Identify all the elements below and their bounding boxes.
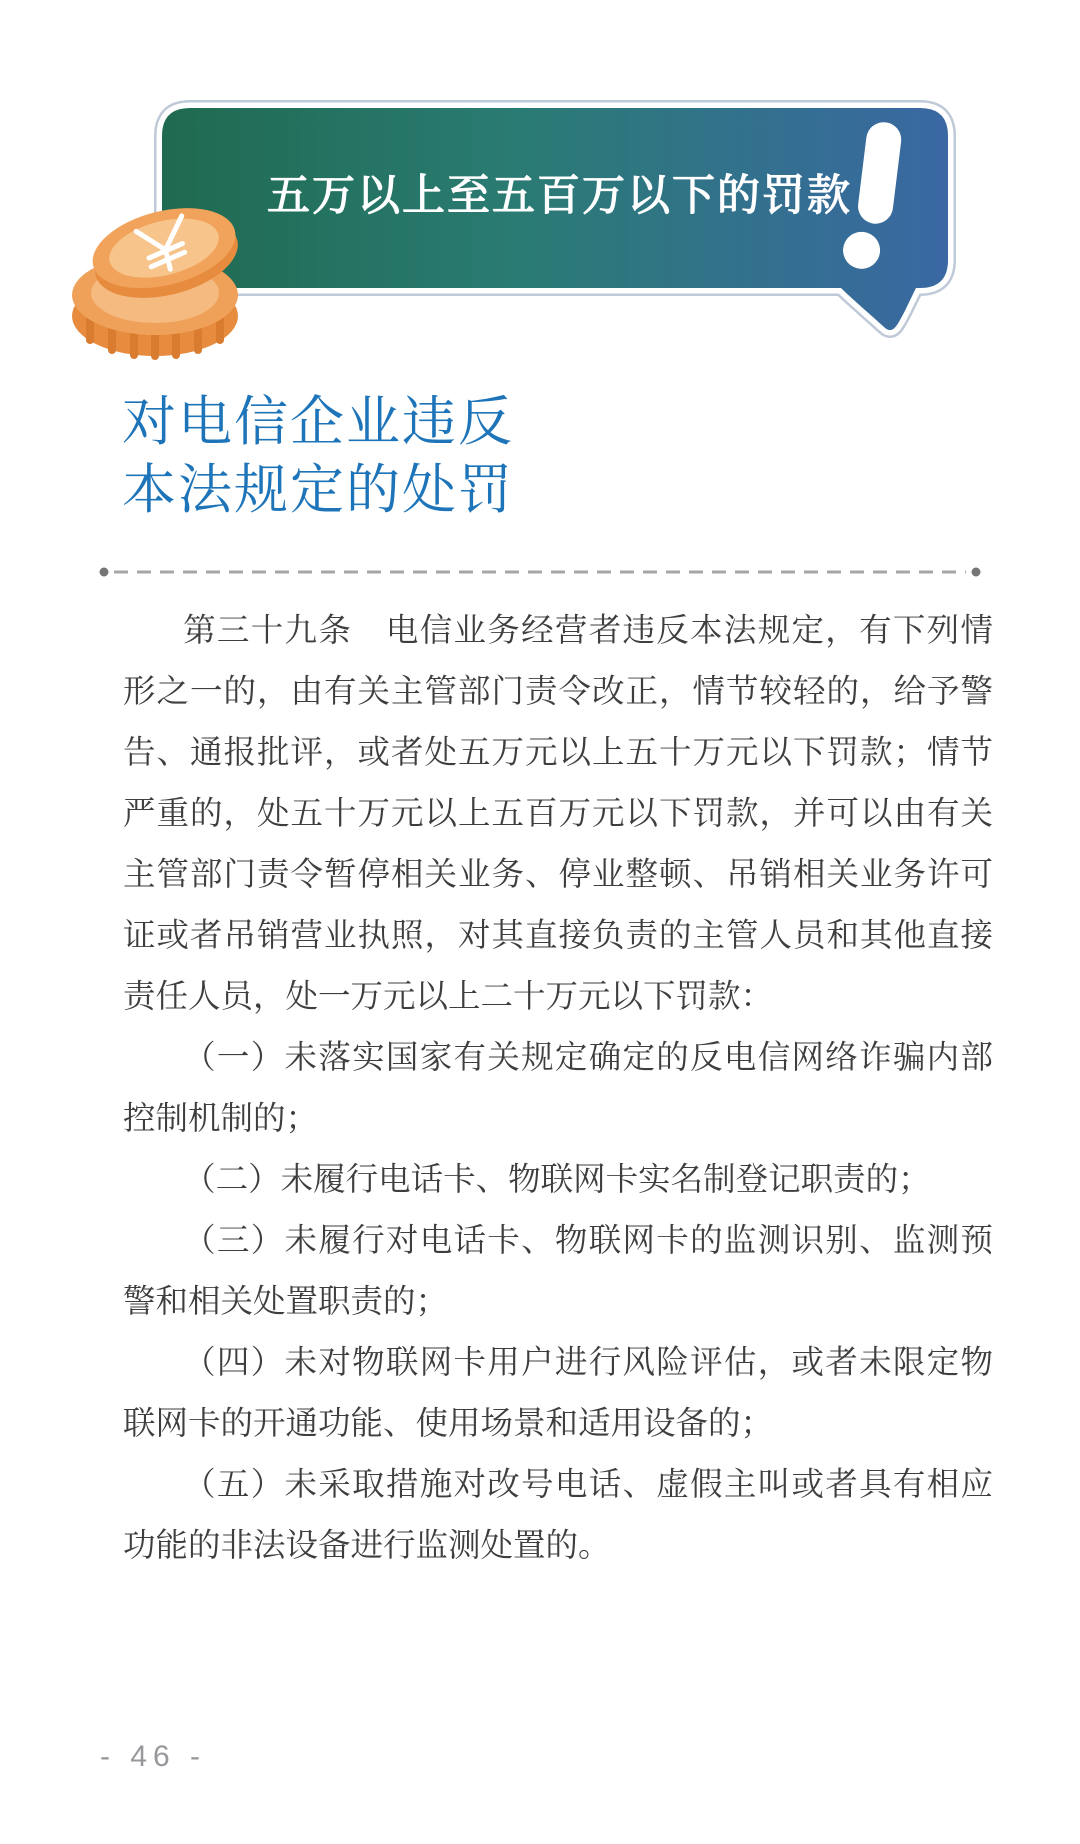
article-list-item-2: （二）未履行电话卡、物联网卡实名制登记职责的； [183, 1161, 931, 1197]
coins-icon [62, 198, 322, 364]
section-heading-line1: 对电信企业违反 [122, 392, 514, 452]
section-heading-line2: 本法规定的处罚 [122, 460, 514, 520]
dashed-divider [98, 566, 982, 578]
section-heading [122, 388, 514, 524]
article-paragraph: 第三十九条 电信业务经营者违反本法规定，有下列情形之一的，由有关主管部门责令改正，情节较轻的，给予警告、通报批评，或者处五万元以上五十万元以下罚款；情节严重的，处五十万元以上五百万元以下罚款，并可以由有关主管部门责令暂停相关业务、停业整顿、吊销相关业务许可证或者吊销营业执照，对其直接负责的主管人员和其他直接责任人员，处一万元以上二十万元以下罚款： [123, 612, 993, 1014]
article-list-item-3: （三）未履行对电话卡、物联网卡的监测识别、监测预警和相关处置职责的； [123, 1222, 993, 1319]
banner-title: 五万以上至五百万以下的罚款 [267, 172, 852, 220]
article-list-item-1: （一）未落实国家有关规定确定的反电信网络诈骗内部控制机制的； [123, 1039, 993, 1136]
article-list-item-5: （五）未采取措施对改号电话、虚假主叫或者具有相应功能的非法设备进行监测处置的。 [123, 1466, 993, 1563]
article-list-item-4: （四）未对物联网卡用户进行风险评估，或者未限定物联网卡的开通功能、使用场景和适用设备的； [123, 1344, 993, 1441]
article-body [123, 600, 993, 1576]
page-number: - 46 - [100, 1740, 207, 1773]
